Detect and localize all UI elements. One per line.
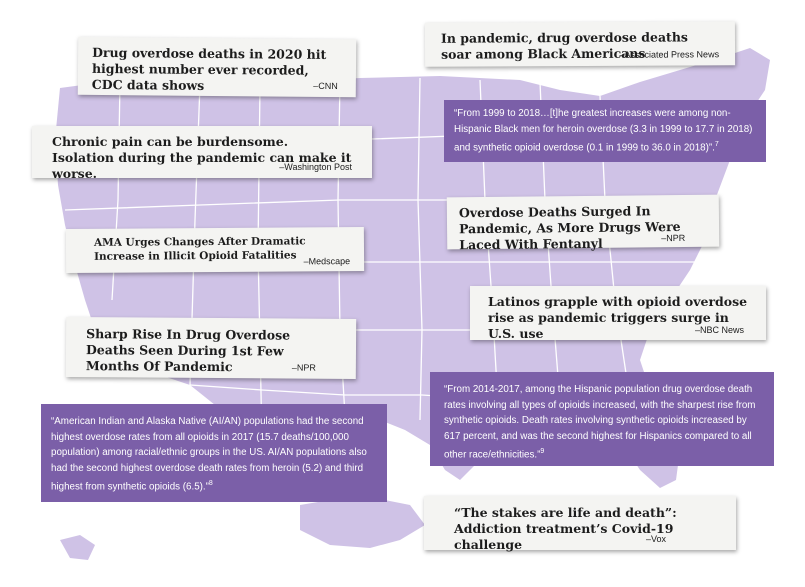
headline-clipping-cnn bbox=[78, 37, 356, 97]
headline-source: –NPR bbox=[291, 362, 316, 373]
headline-text: Drug overdose deaths in 2020 hit highest number ever recorded, CDC data shows bbox=[91, 44, 327, 93]
headline-clipping-npr-fentanyl bbox=[447, 195, 720, 253]
alaska-shape bbox=[300, 495, 425, 548]
headline-source: –Vox bbox=[645, 534, 666, 544]
headline-text: Sharp Rise In Drug Overdose Deaths Seen During 1st Few Months Of Pandemic bbox=[85, 326, 291, 375]
headline-source: –CNN bbox=[313, 80, 338, 92]
headline-clipping-ap-news bbox=[425, 21, 735, 67]
quote-footnote: 7 bbox=[714, 141, 719, 148]
quote-text: “From 1999 to 2018…[t]he greatest increases were among non-Hispanic Black men for heroin overdose (3.3 in 1999 to 17.7 in 2018) and synthetic opioid overdose (0.1 in 1999 to 36.0 in 2018)”. bbox=[454, 108, 753, 154]
headline-text: Chronic pain can be burdensome. Isolation during the pandemic can make it worse. bbox=[52, 134, 352, 181]
headline-text: “The stakes are life and death”: Addiction treatment’s Covid-19 challenge bbox=[454, 505, 677, 552]
hawaii-shape bbox=[60, 535, 95, 560]
headline-clipping-npr-sharp-rise bbox=[66, 317, 356, 379]
quote-box-black-men bbox=[444, 100, 766, 162]
headline-source: –NPR bbox=[661, 232, 686, 244]
quote-footnote: 9 bbox=[540, 448, 545, 455]
headline-clipping-nbc-news bbox=[470, 286, 766, 340]
headline-source: –Associated Press News bbox=[619, 49, 720, 60]
headline-clipping-washington-post bbox=[32, 126, 372, 181]
headline-text: Latinos grapple with opioid overdose rise as pandemic triggers surge in U.S. use bbox=[488, 294, 748, 341]
quote-text: “From 2014-2017, among the Hispanic population drug overdose death rates involving all types of opioids increased, with the sharpest rise from synthetic opioids. Death rates involving synthetic opioids increased by 617 percent, and was the second highest for Hispanics compared to all other race/ethnicities.” bbox=[444, 384, 756, 461]
quote-footnote: 8 bbox=[208, 480, 213, 487]
headline-source: –Washington Post bbox=[279, 162, 352, 172]
headline-source: –Medscape bbox=[303, 256, 351, 267]
quote-box-ai-an bbox=[41, 404, 387, 502]
headline-text: In pandemic, drug overdose deaths soar among Black Americans bbox=[440, 29, 688, 62]
headline-clipping-vox bbox=[424, 496, 736, 550]
headline-text: Overdose Deaths Surged In Pandemic, As More Drugs Were Laced With Fentanyl bbox=[458, 203, 681, 253]
quote-box-hispanic bbox=[430, 372, 774, 466]
quote-text: “American Indian and Alaska Native (AI/AN) populations had the second highest overdose rates from all opioids in 2017 (15.7 deaths/100,000 population) among racial/ethnic groups in the US. AI/AN populations also had the second highest overdose death rates from heroin (5.2) and third highest from synthetic opioids (6.5).” bbox=[51, 416, 367, 493]
headline-source: –NBC News bbox=[694, 325, 744, 335]
headline-clipping-medscape bbox=[66, 227, 364, 273]
headline-text: AMA Urges Changes After Dramatic Increase in Illicit Opioid Fatalities bbox=[93, 235, 306, 263]
